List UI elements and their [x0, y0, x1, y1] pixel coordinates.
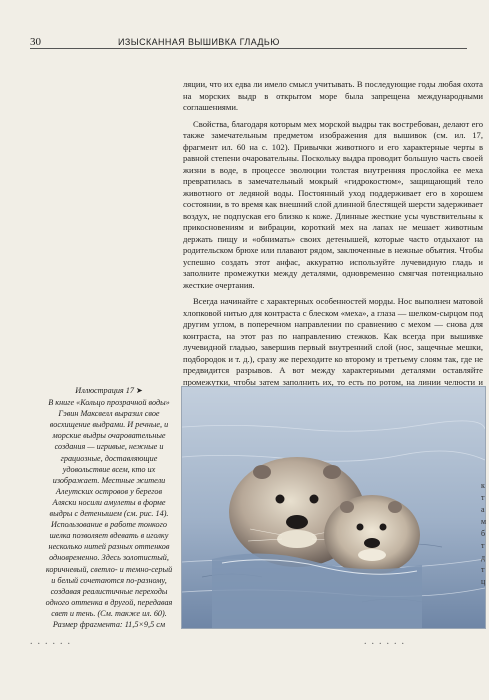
arrow-right-icon: ➤	[136, 386, 143, 395]
sea-otter-embroidery-image	[181, 386, 486, 629]
decorative-dots-left: ......	[30, 636, 75, 647]
caption-title-line	[44, 385, 174, 396]
caption-size: Размер фрагмента: 11,5×9,5 см	[52, 619, 166, 629]
main-text-column	[183, 79, 483, 405]
decorative-dots-right: ......	[364, 636, 409, 647]
caption-text: В книге «Кольцо прозрачной воды» Гэвин Максвелл выразил свое восхищение выдрами. И речные, и морские выдры очаровательные создания — игривые, нежные и грациозные, доставляющие удовольствие всем, кто их изображает. Местные жители Алеутских островов у берегов Аляски носили амулеты в форме выдры с детенышем (см. рис. 14). Использование в работе тонкого шелка позволяет вдевать в иголку несколько нитей разных оттенков одновременно. Здесь золотистый, коричневый, светло- и темно-серый и белый сочетаются по-разному, создавая реалистичные переходы одного оттенка в другой, передавая свет и тень. (См. также ил. 60).	[45, 398, 173, 618]
paragraph: ляции, что их едва ли имело смысл учитывать. В последующие годы любая охота на морских выдр в открытом море была запрещена международными соглашениями.	[183, 79, 483, 112]
header-rule	[30, 48, 467, 49]
facing-page-edge: к т а м б т д т ц	[481, 481, 487, 586]
illustration-caption	[44, 385, 174, 630]
caption-title: Иллюстрация 17	[75, 386, 134, 395]
running-head: ИЗЫСКАННАЯ ВЫШИВКА ГЛАДЬЮ	[118, 37, 280, 47]
paragraph: Свойства, благодаря которым мех морской выдры так востребован, делают его также замечательным предметом изображения для вышивок (см. ил. 17, фрагмент ил. 60 на с. 102). Привычки животного и его характерные черты в равной степени очаровательны. Поскольку выдра проводит большую часть своей жизни в воде, в процессе эволюции толстая внутренняя прослойка ее меха превратилась в замечательный мокрый «гидрокостюм», защищающий тело животного от ледяной воды. Постоянный уход поддерживает его в хорошем состоянии, в то время как внешний слой длинной блестящей шерсти задерживает воздух, не подпуская его близко к коже. Длинные жесткие усы чувствительны к прикосновениям и вибрации, короткий мех на лапах не мешает животным держать пищу и «обнимать» своих детенышей, которые часто отдыхают на родительском брюхе или плавают рядом, заключенные в нежные объятия. Чтобы успешно создать этот анфас, аккуратно используйте лучевидную гладь и заполните промежутки между деталями, одновременно смягчая потенциально жесткие очертания.	[183, 118, 483, 290]
page-number: 30	[30, 36, 41, 48]
paragraph: Всегда начинайте с характерных особенностей морды. Нос выполнен матовой хлопковой нитью для контраста с блеском «меха», а глаза — шелком-сырцом под другим углом, в поперечном направлении по сравнению с мехом — снова для контраста, на этот раз по направлению стежков. Как всегда при вышивке лучевидной гладью, завершив первый внутренний слой (нос, защечные мешки, подбородок и т. д.), сразу же переходите ко второму и третьему слоям так, где не предвидится разрывов. А вот между характерными деталями оставляйте промежутки, чтобы затем заполнить их, то есть по ротом, на линии челюсти и	[183, 296, 483, 387]
